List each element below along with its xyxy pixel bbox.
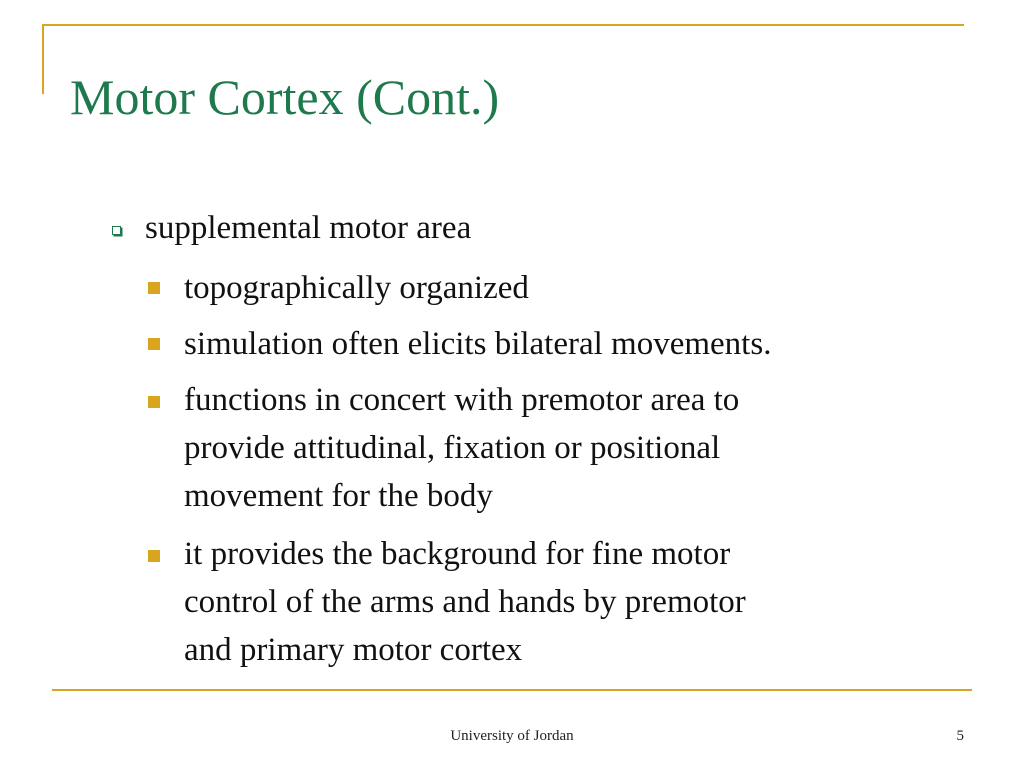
page-number: 5 [956,728,964,744]
sub-bullet-functions-line3: movement for the body [184,478,493,514]
sub-bullet-background-line3: and primary motor cortex [184,632,523,668]
bullet-supplemental-motor-area: supplemental motor area [145,210,472,246]
sub-bullet-background-line1: it provides the background for fine motor [184,536,731,572]
sub-bullet-background-line2: control of the arms and hands by premotor [184,584,746,620]
gold-square-bullet-icon [148,550,160,562]
hollow-square-bullet-icon [112,226,121,235]
sub-bullet-functions-line1: functions in concert with premotor area to [184,382,740,418]
gold-square-bullet-icon [148,396,160,408]
bottom-frame-line [52,689,972,691]
gold-square-bullet-icon [148,338,160,350]
sub-bullet-topographic: topographically organized [184,270,529,306]
sub-bullet-functions-line2: provide attitudinal, fixation or positional [184,430,721,466]
gold-square-bullet-icon [148,282,160,294]
footer-text: University of Jordan [450,728,574,744]
slide-title: Motor Cortex (Cont.) [70,69,500,125]
sub-bullet-simulation: simulation often elicits bilateral movements. [184,326,772,362]
